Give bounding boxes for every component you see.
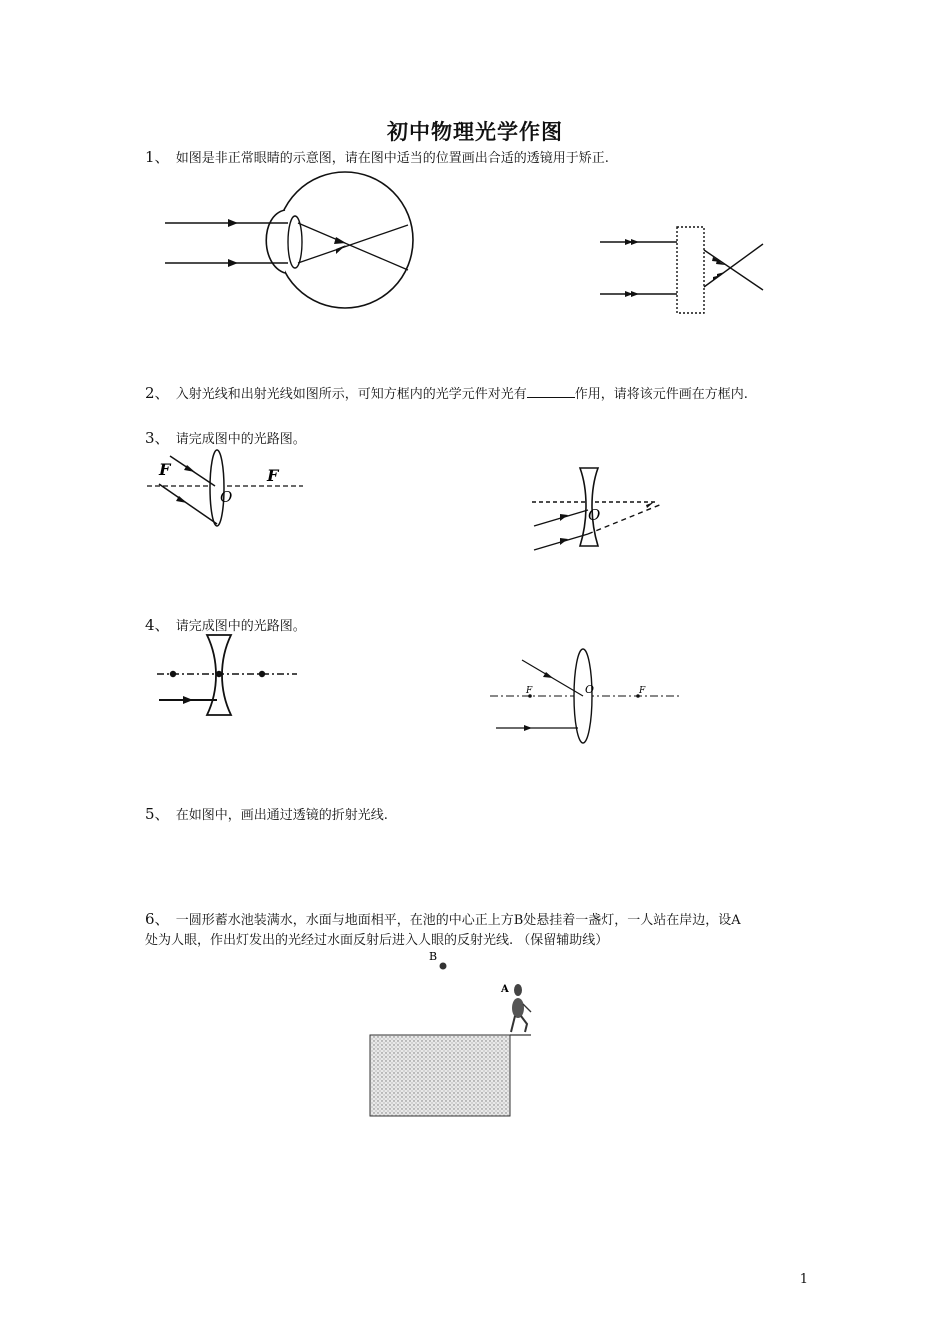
question-text-line-2: 处为人眼，作出灯发出的光经过水面反射后进入人眼的反射光线. （保留辅助线） [145, 933, 609, 948]
answer-blank[interactable] [527, 385, 575, 398]
concave-lens-diagram-1 [530, 462, 670, 552]
lamp-point [440, 963, 447, 970]
question-5 [145, 804, 388, 826]
question-text: 请完成图中的光路图。 [175, 619, 306, 634]
optical-center-label: O [588, 506, 601, 524]
question-1 [145, 147, 609, 169]
question-number: 5、 [145, 805, 170, 823]
question-text: 请完成图中的光路图。 [175, 432, 306, 447]
page-number: 1 [799, 1272, 808, 1287]
focus-label: F [526, 686, 533, 696]
question-number: 1、 [145, 148, 170, 166]
optical-center-label: O [220, 488, 233, 506]
question-number: 2、 [145, 384, 170, 402]
question-number: 3、 [145, 429, 170, 447]
question-text-end: 作用，请将该元件画在方框内. [574, 387, 748, 402]
lamp-label: B [429, 950, 438, 963]
eye-diagram [160, 175, 420, 315]
question-2 [145, 383, 748, 405]
optical-box-diagram [595, 222, 770, 317]
question-number: 6、 [145, 910, 170, 928]
question-text: 入射光线和出射光线如图所示，可知方框内的光学元件对光有 [175, 387, 527, 402]
convex-lens-diagram-2 [490, 648, 685, 748]
question-6 [145, 909, 825, 951]
question-3 [145, 428, 306, 450]
eye-label: A [501, 984, 509, 995]
convex-lens-diagram-1 [145, 448, 310, 533]
question-number: 4、 [145, 616, 170, 634]
focus-label: F [159, 460, 171, 479]
question-text: 如图是非正常眼睛的示意图，请在图中适当的位置画出合适的透镜用于矫正. [175, 151, 609, 166]
concave-lens-diagram-2 [155, 632, 305, 722]
question-text-line-1: 一圆形蓄水池装满水，水面与地面相平，在池的中心正上方B处悬挂着一盏灯，一人站在岸边，设A [175, 913, 741, 928]
person-figure [511, 984, 531, 1032]
pool-diagram [365, 948, 540, 1123]
focus-label: F [639, 686, 646, 696]
focus-label: F [267, 466, 279, 485]
page-title: 初中物理光学作图 [387, 120, 563, 144]
optical-center-label: O [585, 683, 595, 696]
question-text: 在如图中，画出通过透镜的折射光线. [175, 808, 388, 823]
